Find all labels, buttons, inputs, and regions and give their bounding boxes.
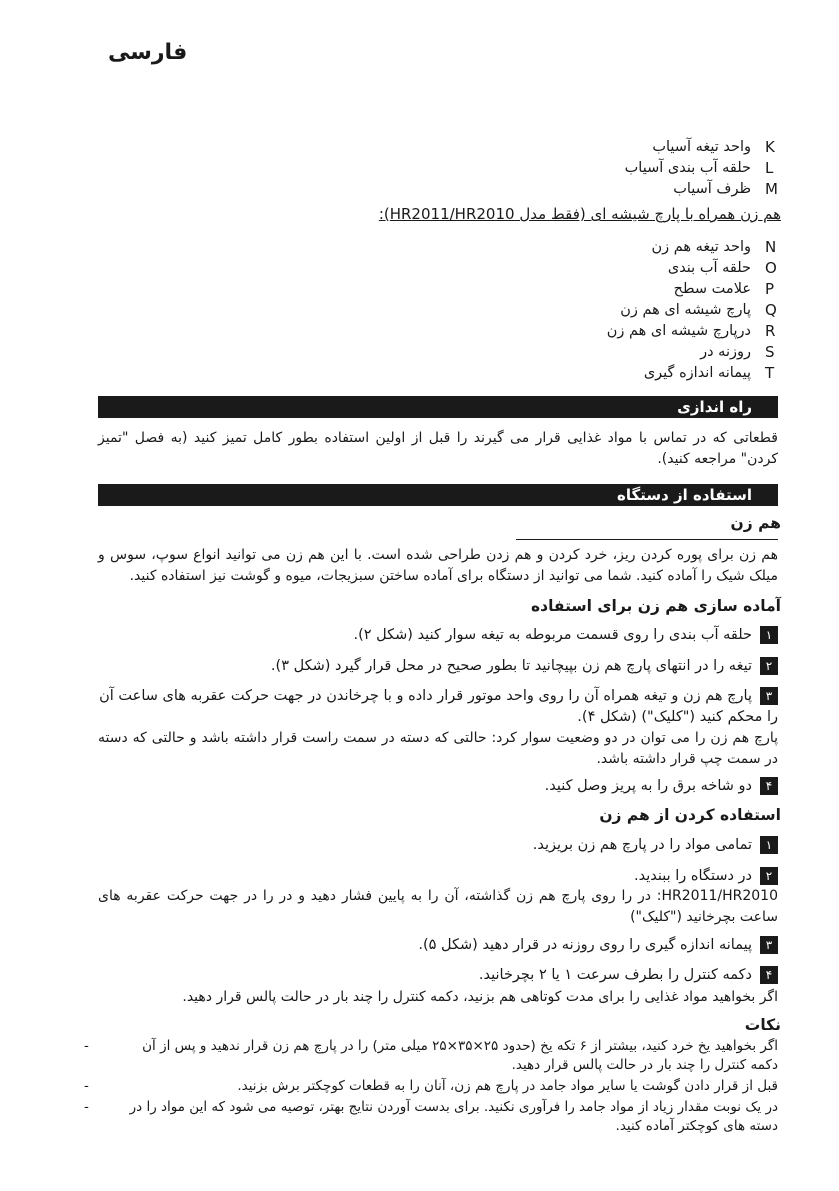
- list-item: [625, 136, 781, 157]
- part-letter: L: [765, 158, 774, 177]
- tip-text: اگر بخواهید یخ خرد کنید، بیشتر از ۶ تکه یخ (حدود ۲۵×۳۵×۲۵ میلی متر) را در پارچ هم زن قرار ندهید و پس از آن دکمه کنترل را چند بار در حالت پالس قرار دهید.: [142, 1038, 778, 1073]
- tip-text: در یک نوبت مقدار زیاد از مواد جامد را فرآوری نکنید. برای بدست آوردن نتایج بهتر، توصیه می شود که این مواد را در دسته های کوچکتر آماده کنید.: [129, 1099, 778, 1134]
- prep-title: آماده سازی هم زن برای استفاده: [530, 597, 781, 615]
- bullet-dash: -: [84, 1078, 89, 1094]
- prep-note: پارچ هم زن را می توان در دو وضعیت سوار کرد: حالتی که دسته در سمت راست قرار داشته باشد و حالتی که دسته در سمت چپ قرار داشته باشد.: [98, 730, 778, 767]
- part-label: حلقه آب بندی: [667, 259, 751, 276]
- list-item: [607, 236, 781, 257]
- list-item: [82, 1098, 778, 1136]
- part-label: ظرف آسیاب: [673, 180, 751, 197]
- part-label: علامت سطح: [673, 280, 751, 297]
- step-text: حلقه آب بندی را روی قسمت مربوطه به تیغه سوار کنید (شکل ۲).: [353, 627, 752, 643]
- part-label: واحد تیغه آسیاب: [652, 138, 751, 155]
- part-letter: M: [765, 179, 778, 198]
- step-text: پارچ هم زن و تیغه همراه آن را روی واحد موتور قرار داده و با چرخاندن در جهت حرکت عقربه های ساعت آن را محکم کنید ("کلیک") (شکل ۴).: [99, 688, 778, 725]
- part-label: واحد تیغه هم زن: [651, 238, 751, 255]
- list-item: [607, 320, 781, 341]
- list-item: [607, 278, 781, 299]
- use-step-2: [98, 866, 778, 887]
- step-text: دکمه کنترل را بطرف سرعت ۱ یا ۲ بچرخانید.: [478, 967, 752, 983]
- prep-step-4: [98, 776, 778, 797]
- blender-text: هم زن برای پوره کردن ریز، خرد کردن و هم زدن طراحی شده است. با این هم زن می توانید انواع سوپ، سوس و میلک شیک را آماده کنید. شما می توانید از دستگاه برای آماده ساختن سبزیجات، میوه و گوشت نیز استفاده کنید.: [98, 547, 778, 584]
- part-letter: Q: [765, 300, 777, 319]
- blender-parts-heading: هم زن همراه با پارچ شیشه ای (فقط مدل HR2011/HR2010):: [378, 205, 781, 223]
- part-label: حلقه آب بندی آسیاب: [624, 159, 751, 176]
- section-bar-setup: راه اندازی: [98, 396, 778, 418]
- parts-list-blender: [607, 236, 781, 383]
- step-number: ۴: [760, 777, 778, 795]
- part-label: پارچ شیشه ای هم زن: [620, 301, 751, 318]
- part-label: درپارچ شیشه ای هم زن: [606, 322, 751, 339]
- part-letter: R: [765, 321, 776, 340]
- list-item: [625, 157, 781, 178]
- list-item: [607, 257, 781, 278]
- part-letter: P: [765, 279, 775, 298]
- section-bar-usage: استفاده از دستگاه: [98, 484, 778, 506]
- step-text: تیغه را در انتهای پارچ هم زن بپیچانید تا بطور صحیح در محل قرار گیرد (شکل ۳).: [270, 658, 752, 674]
- list-item: [82, 1077, 778, 1096]
- use-step-3: [98, 935, 778, 956]
- setup-text: قطعاتی که در تماس با مواد غذایی قرار می گیرند را قبل از اولین استفاده بطور کامل تمیز کنید (به فصل "تمیز کردن" مراجعه کنید).: [98, 430, 778, 467]
- use-step-4: [98, 965, 778, 986]
- step-text: پیمانه اندازه گیری را روی روزنه در قرار دهید (شکل ۵).: [418, 937, 752, 953]
- prep-step-3: [98, 686, 778, 728]
- part-label: پیمانه اندازه گیری: [643, 364, 751, 381]
- tips-title: نکات: [744, 1016, 781, 1034]
- part-letter: T: [765, 363, 775, 382]
- prep-step-2: [98, 656, 778, 677]
- bullet-dash: -: [84, 1099, 89, 1115]
- prep-step-1: [98, 625, 778, 646]
- step-number: ۳: [760, 936, 778, 954]
- list-item: [607, 341, 781, 362]
- bullet-dash: -: [84, 1038, 89, 1054]
- divider: [516, 539, 778, 540]
- part-letter: O: [765, 258, 777, 277]
- step-number: ۲: [760, 657, 778, 675]
- language-title: فارسی: [108, 40, 188, 65]
- step-text: در دستگاه را ببندید.: [634, 868, 752, 884]
- list-item: [607, 299, 781, 320]
- step-number: ۴: [760, 966, 778, 984]
- tip-text: قبل از قرار دادن گوشت یا سایر مواد جامد در پارچ هم زن، آنان را به قطعات کوچکتر برش بزنید.: [237, 1078, 778, 1094]
- step-number: ۱: [760, 626, 778, 644]
- list-item: [625, 178, 781, 199]
- step-text: تمامی مواد را در پارچ هم زن بریزید.: [532, 837, 752, 853]
- step-number: ۲: [760, 867, 778, 885]
- part-letter: N: [765, 237, 777, 256]
- part-letter: K: [765, 137, 775, 156]
- use-title: استفاده کردن از هم زن: [599, 806, 781, 824]
- use-note: HR2011/HR2010: در را روی پارچ هم زن گذاشته، آن را به پایین فشار دهید و در را در جهت حرکت عقربه های ساعت بچرخانید ("کلیک"): [98, 888, 778, 925]
- part-letter: S: [765, 342, 775, 361]
- step-text: دو شاخه برق را به پریز وصل کنید.: [544, 778, 752, 794]
- step-number: ۱: [760, 836, 778, 854]
- parts-list-grinder: [625, 136, 781, 199]
- list-item: [607, 362, 781, 383]
- blender-title: هم زن: [730, 514, 781, 532]
- use-step-1: [98, 835, 778, 856]
- step-number: ۳: [760, 687, 778, 705]
- part-label: روزنه در: [700, 343, 751, 360]
- list-item: [82, 1037, 778, 1075]
- use-note-2: اگر بخواهید مواد غذایی را برای مدت کوتاهی هم بزنید، دکمه کنترل را چند بار در حالت پالس قرار دهید.: [182, 989, 778, 1005]
